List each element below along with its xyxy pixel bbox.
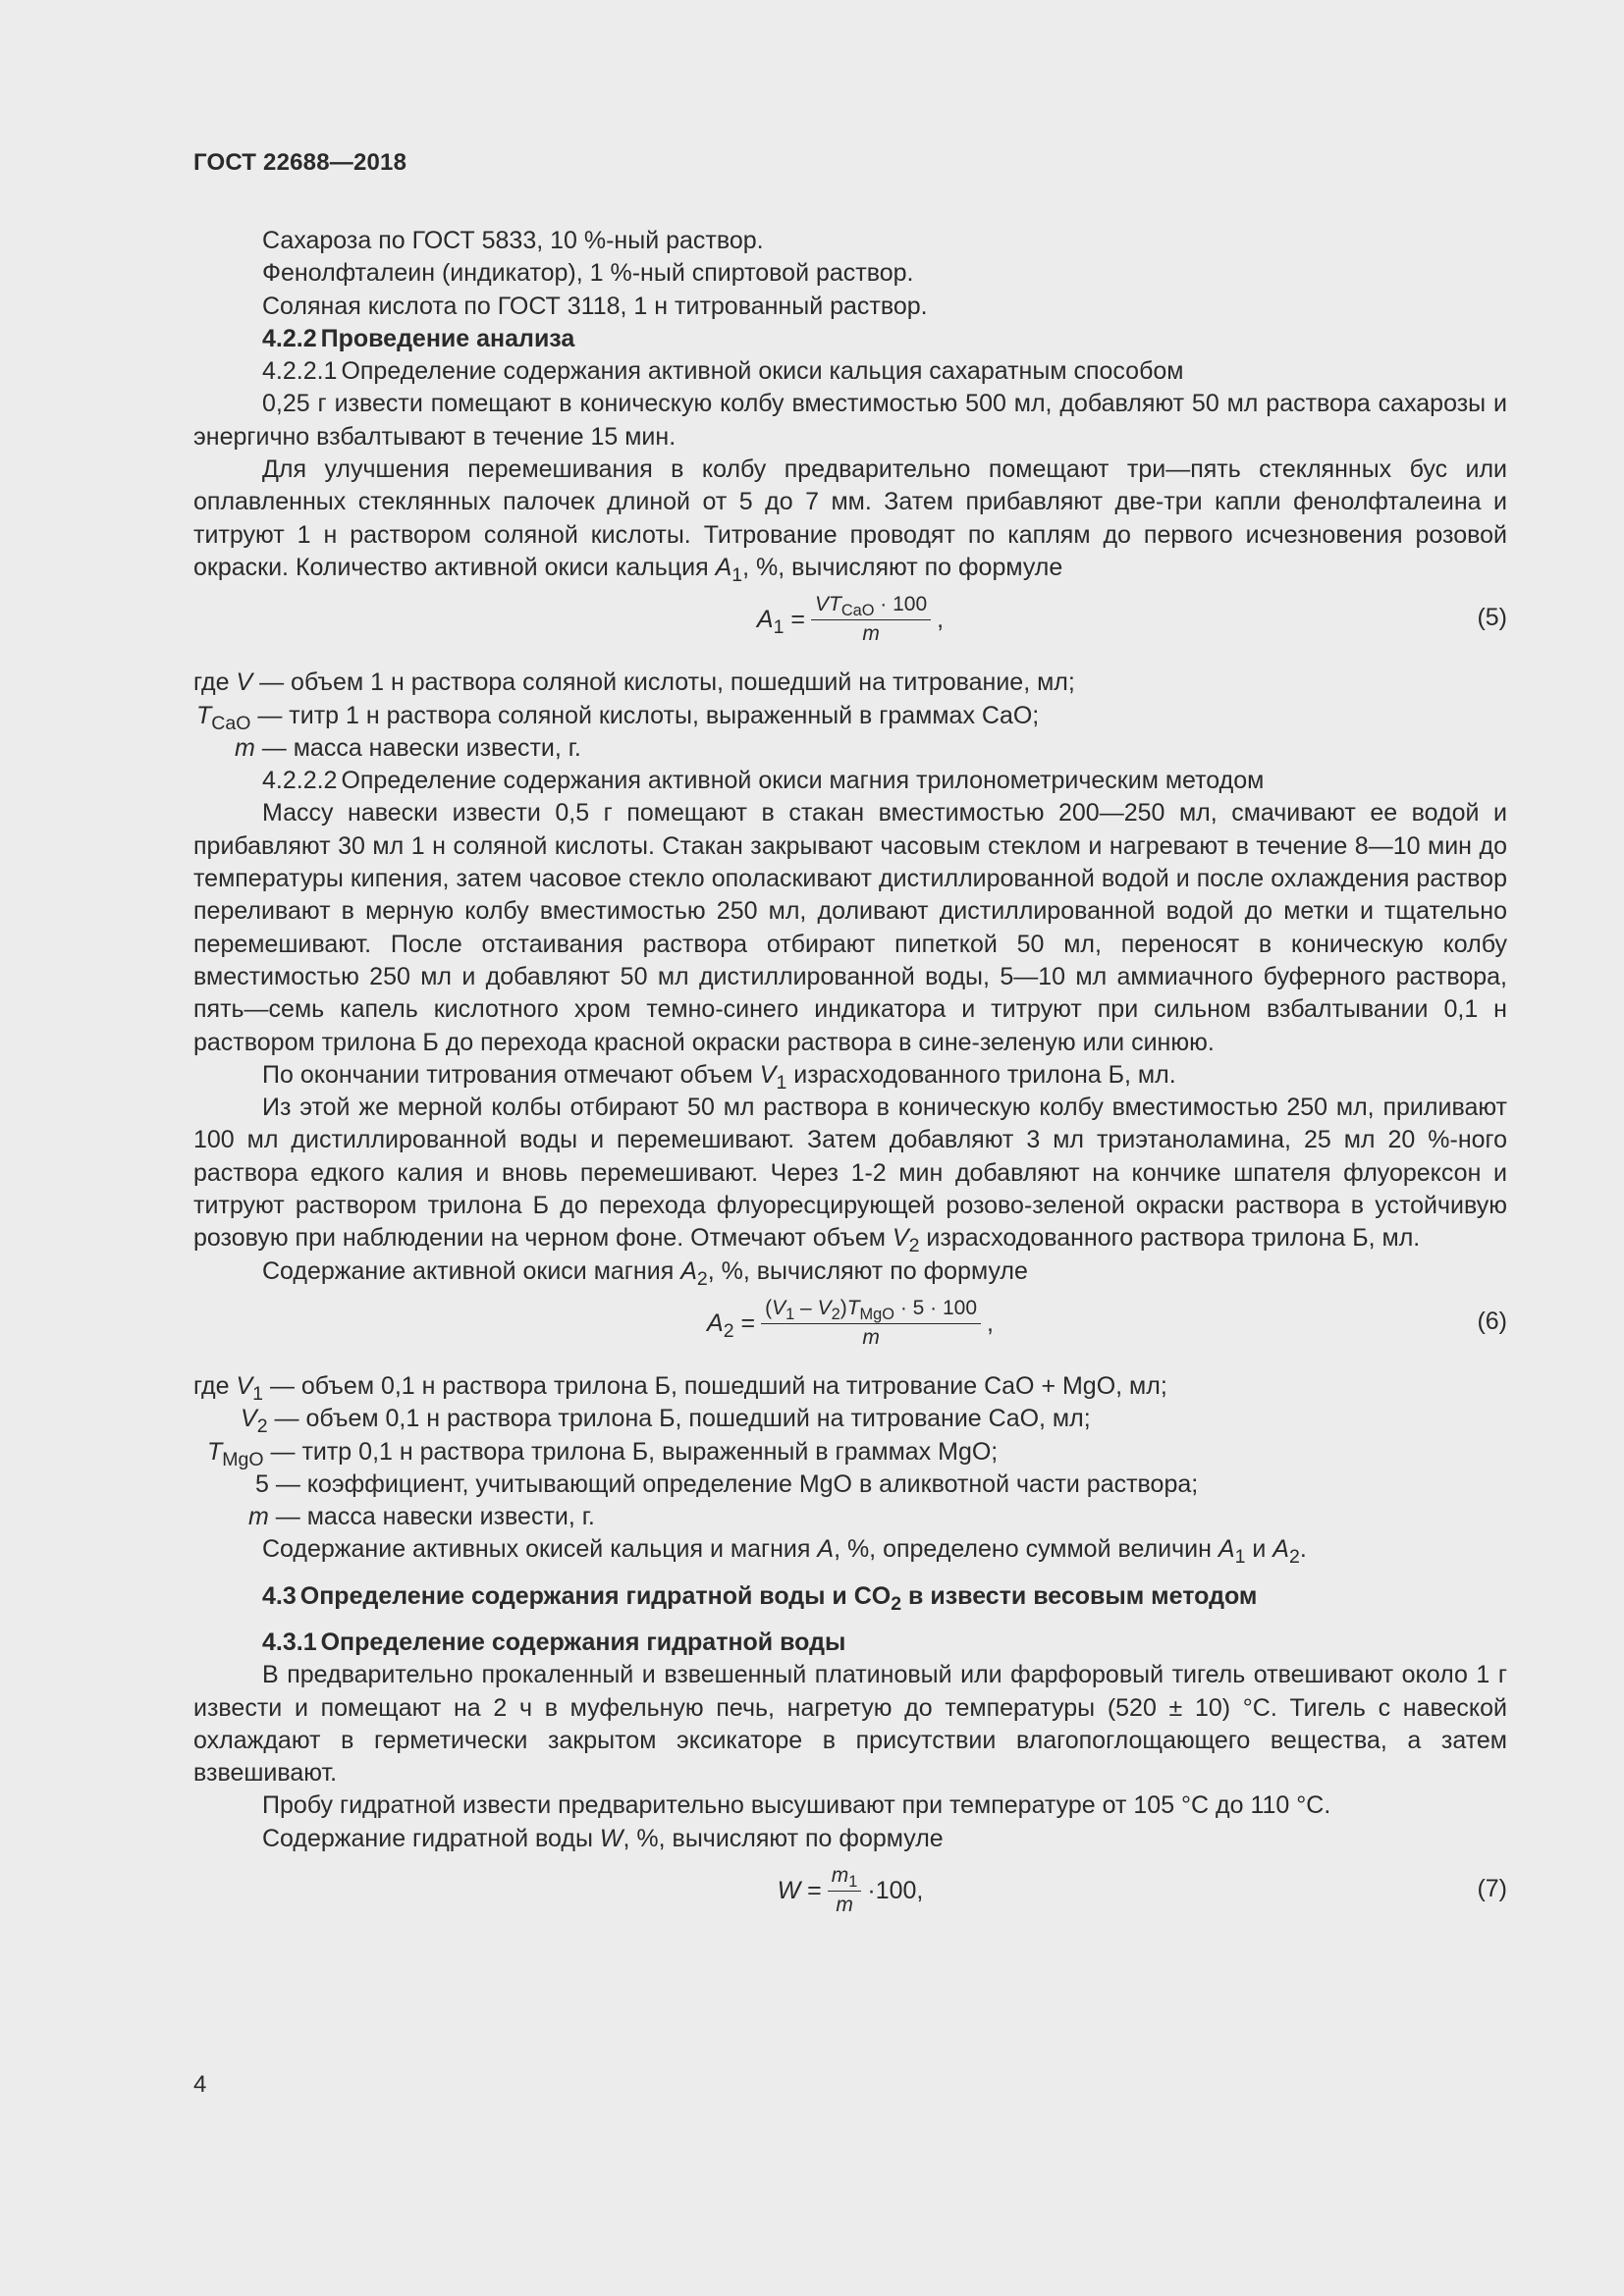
paragraph: Для улучшения перемешивания в колбу предварительно помещают три—пять стеклянных бус или оплавленных стеклянных палочек длиной от 5 до 7 мм. Затем прибавляют две-три капли фенолфталеина и титруют 1 н раствором соляной кислоты. Титрование проводят по каплям до первого исчезновения розовой окраски. Количество активной окиси кальция $A_1$, %, вычисляют по формуле: [193, 455, 1507, 587]
paragraph: Содержание активных окисей кальция и магния A, %, определено суммой величин $A_1$ и $A_2$.: [262, 1535, 1307, 1569]
section-heading-4-3-1: [193, 1627, 1507, 1659]
section-title: Определение содержания гидратной воды: [320, 1628, 846, 1656]
section-title: Определение содержания активной окиси магния трилонометрическим методом: [341, 767, 1265, 795]
where-line: $T_{CaO}$ — титр 1 н раствора соляной кислоты, выраженный в граммах CaO;: [196, 701, 1040, 734]
formula-5: $A_1$ = $\frac{VT_{CaO} \cdot 100}{m}$ , (5): [756, 593, 1507, 646]
reagent-line: Сахароза по ГОСТ 5833, 10 %-ный раствор.: [262, 227, 764, 254]
formula-number: (7): [1477, 1875, 1507, 1903]
where-line: $V_2$ — объем 0,1 н раствора трилона Б, пошедший на титрование CaO, мл;: [241, 1405, 1091, 1438]
paragraph: Содержание гидратной воды W, %, вычисляют по формуле: [262, 1824, 944, 1852]
formula-number: (6): [1477, 1307, 1507, 1335]
section-number: 4.2.2.2: [262, 767, 338, 795]
section-number: 4.2.2.1: [262, 357, 338, 386]
section-heading-4-2-2: [193, 323, 1507, 355]
where-line: 5 — коэффициент, учитывающий определение MgO в аликвотной части раствора;: [255, 1469, 1199, 1498]
subsection-heading-4-2-2-2: [193, 765, 1507, 797]
paragraph: Пробу гидратной извести предварительно высушивают при температуре от 105 °С до 110 °С.: [262, 1791, 1331, 1820]
paragraph: 0,25 г извести помещают в коническую колбу вместимостью 500 мл, добавляют 50 мл раствора сахарозы и энергично взбалтывают в течение 15 мин.: [193, 390, 1507, 451]
paragraph: Массу навески извести 0,5 г помещают в стакан вместимостью 200—250 мл, смачивают ее водой и прибавляют 30 мл 1 н соляной кислоты. Стакан закрывают часовым стеклом и нагревают в течение 8—10 мин до температуры кипения, затем часовое стекло ополаскивают дистиллированной водой и после охлаждения раствор переливают в мерную колбу вместимостью 250 мл, доливают дистиллированной водой до метки и тщательно перемешивают. После отстаивания раствора отбирают пипеткой 50 мл, переносят в коническую колбу вместимостью 250 мл и добавляют 50 мл дистиллированной воды, 5—10 мл аммиачного буферного раствора, пять—семь капель кислотного хром темно-синего индикатора и титруют при сильном взбалтывании 0,1 н раствором трилона Б до перехода красной окраски раствора в сине-зеленую или синюю.: [193, 799, 1507, 1056]
where-line: где $V_1$ — объем 0,1 н раствора трилона Б, пошедший на титрование CaO + MgO, мл;: [193, 1371, 1167, 1406]
paragraph: Из этой же мерной колбы отбирают 50 мл раствора в коническую колбу вместимостью 250 мл, приливают 100 мл дистиллированной воды и перемешивают. Затем добавляют 3 мл триэтаноламина, 25 мл 20 %-ного раствора едкого калия и вновь перемешивают. Через 1-2 мин добавляют на кончике шпателя флуорексон и титруют раствором трилона Б до перехода флуоресцирующей розово-зеленой окраски раствора в устойчивую розовую при наблюдении на черном фоне. Отмечают объем $V_2$ израсходованного раствора трилона Б, мл.: [193, 1094, 1507, 1257]
where-line: $T_{MgO}$ — титр 0,1 н раствора трилона Б, выраженный в граммах MgO;: [207, 1437, 999, 1470]
formula-7: W = $\frac{m_1}{m}$ ·100, (7): [777, 1864, 1507, 1917]
paragraph: Содержание активной окиси магния $A_2$, %, вычисляют по формуле: [262, 1256, 1028, 1290]
section-title: Определение содержания активной окиси кальция сахаратным способом: [341, 357, 1184, 386]
subsection-heading-4-2-2-1: [193, 355, 1507, 388]
section-number: 4.3: [262, 1581, 297, 1610]
where-line: m — масса навески извести, г.: [235, 733, 581, 762]
formula-number: (5): [1477, 604, 1507, 632]
paragraph: В предварительно прокаленный и взвешенный платиновый или фарфоровый тигель отвешивают около 1 г извести и помещают на 2 ч в муфельную печь, нагретую до температуры (520 ± 10) °С. Тигель с навеской охлаждают в герметически закрытом эксикаторе в присутствии влагопоглощающего вещества, а затем взвешивают.: [193, 1661, 1507, 1788]
page-number: 4: [193, 2071, 207, 2098]
paragraph: По окончании титрования отмечают объем $V_1$ израсходованного трилона Б, мл.: [262, 1060, 1176, 1095]
reagent-line: Фенолфталеин (индикатор), 1 %-ный спиртовой раствор.: [262, 259, 914, 288]
document-body: [193, 225, 1507, 1938]
formula-6: $A_2$ = $\frac{(V_1 - V_2)T_{MgO} \cdot 5 \cdot 100}{m}$ , (6): [707, 1296, 1507, 1349]
reagent-line: Соляная кислота по ГОСТ 3118, 1 н титрованный раствор.: [262, 292, 928, 320]
where-line: m — масса навески извести, г.: [248, 1503, 595, 1531]
section-number: 4.2.2: [262, 324, 317, 352]
where-line: где V — объем 1 н раствора соляной кислоты, пошедший на титрование, мл;: [193, 668, 1075, 697]
document-header: ГОСТ 22688—2018: [193, 149, 407, 176]
section-heading-4-3: 4.3 Определение содержания гидратной воды и $CO_2$ в извести весовым методом: [262, 1581, 1258, 1615]
section-title: Проведение анализа: [320, 324, 575, 352]
section-number: 4.3.1: [262, 1628, 317, 1656]
